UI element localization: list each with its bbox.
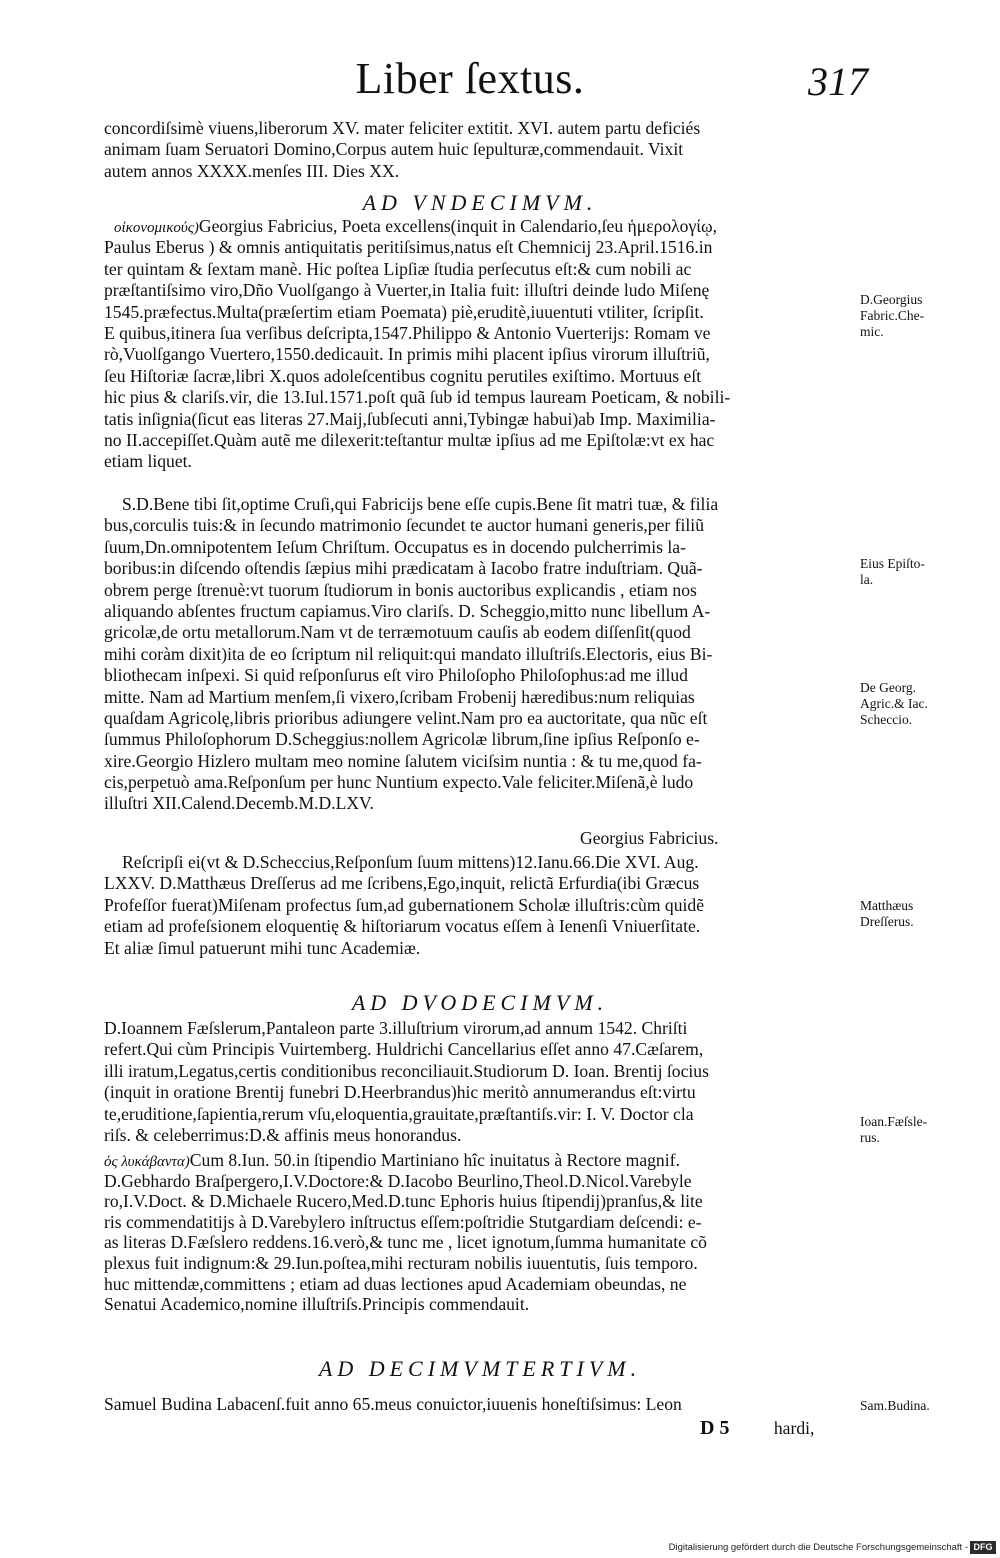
- text-line: Paulus Eberus ) & omnis antiquitatis peritiſsimus,natus eſt Chemnicij 23.April.1516.in: [104, 237, 713, 258]
- text-line: Senatui Academico,nomine illuſtriſs.Principis commendauit.: [104, 1294, 530, 1315]
- dfg-logo: DFG: [970, 1541, 996, 1554]
- text-line: Samuel Budina Labacenſ.fuit anno 65.meus conuictor,iuuenis honeſtiſsimus: Leon: [104, 1394, 682, 1414]
- margin-note-line: Ioan.Fæſsle-: [860, 1114, 928, 1129]
- text-line: ter quintam & ſextam manè. Hic poſtea Lipſiæ ſtudia perſecutus eſt:& cum nobili ac: [104, 258, 692, 279]
- catchword: hardi,: [773, 1418, 815, 1438]
- greek-keyword: οἰκονομικούς): [114, 220, 199, 236]
- text-line-part: Cum 8.Iun. 50.in ſtipendio Martiniano hîc inuitatus à Rectore magnif.: [189, 1150, 680, 1170]
- section-heading-duodecimum: AD DVODECIMVM.: [351, 990, 609, 1015]
- text-line: aliquando abſentes fructum capiamus.Viro clariſs. D. Scheggio,mitto nunc libellum A-: [104, 600, 711, 621]
- margin-note-line: Fabric.Che-: [860, 308, 925, 323]
- text-line: etiam ad profeſsionem eloquentię & hiſtoriarum vocatus eſſem à Ienenſi Vniuerſitate.: [104, 916, 701, 937]
- section-heading-decimumtertium: AD DECIMVMTERTIVM.: [318, 1356, 642, 1381]
- text-line: ro,I.V.Doct. & D.Michaele Rucero,Med.D.tunc Ephoris huius ſtipendij)pranſus,& lite: [104, 1191, 703, 1212]
- text-line: D.Ioannem Fæſslerum,Pantaleon parte 3.illuſtrium virorum,ad annum 1542. Chriſti: [104, 1018, 688, 1038]
- margin-note-line: Eius Epiſto-: [860, 556, 925, 571]
- text-line: boribus:in diſcendo oſtendis ſæpius mihi prædicatam à Iacobo fratre induſtriam. Quã-: [104, 558, 703, 579]
- rescript-paragraph: [104, 852, 856, 959]
- text-line: illi iratum,Legatus,certis conditionibus reconciliauit.Studiorum D. Ioan. Brentij ſocius: [104, 1060, 709, 1081]
- text-line: concordiſsimè viuens,liberorum XV. mater feliciter extitit. XVI. autem partu deficiés: [104, 118, 701, 138]
- text-line: cis,perpetuò ama.Reſponſum per hunc Nuntium expecto.Vale feliciter.Miſenã,è ludo: [104, 772, 694, 793]
- text-line: quaſdam Agricolę,libris prioribus adiungere velint.Nam pro ea auctoritate, qua nũc eſt: [104, 707, 708, 728]
- text-line: gricolæ,de ortu metallorum.Nam vt de terræmotuum cauſis ab eodem diſſenſit(quod: [104, 622, 691, 643]
- letter-signature: Georgius Fabricius.: [580, 828, 719, 848]
- margin-note-budina: [860, 1398, 980, 1414]
- text-line: obrem perge ſtrenuè:vt tuorum ſtudiorum in bonis auctoribus explicandis , etiam nos: [104, 579, 697, 600]
- text-line: etiam liquet.: [104, 451, 192, 472]
- letter-paragraph: [104, 494, 856, 815]
- intro-paragraph: [104, 118, 856, 182]
- text-line: hic pius & clariſs.vir, die 13.Iul.1571.poſt quã ſub id tempus lauream Poeticam, & nobili-: [104, 387, 731, 408]
- text-line: rò,Vuolſgango Vuertero,1550.dedicauit. In primis mihi placent ipſius virorum illuſtriũ,: [104, 344, 710, 365]
- section-heading-undecimum: AD VNDECIMVM.: [362, 190, 598, 215]
- text-line: animam ſuam Seruatori Domino,Corpus autem huic ſepulturæ,commendauit. Vixit: [104, 139, 684, 160]
- text-line: plexus fuit indignum:& 29.Iun.poſtea,mihi recturam nobilis iuuentutis, ſuis temporo.: [104, 1252, 698, 1273]
- section-duodecimum-continuation: [104, 1150, 856, 1315]
- margin-note-dresserus: [860, 898, 980, 930]
- text-line: Reſcripſi ei(vt & D.Scheccius,Reſponſum ſuum mittens)12.Ianu.66.Die XVI. Aug.: [122, 852, 699, 872]
- margin-note-line: Matthæus: [860, 898, 914, 913]
- text-line: illuſtri XII.Calend.Decemb.M.D.LXV.: [104, 793, 374, 814]
- margin-note-line: rus.: [860, 1130, 880, 1145]
- text-line: no II.accepiſſet.Quàm autẽ me dilexerit:teſtantur multæ ipſius ad me Epiſtolæ:vt ex hac: [104, 429, 715, 450]
- text-line: præſtantiſsimo viro,Dño Vuolſgango à Vuerter,in Italia fuit: illuſtri deinde ludo Miſenę: [104, 280, 710, 301]
- text-line: 1545.præfectus.Multa(præſertim etiam Poemata) piè,eruditè,iuuentuti vtiliter, ſcripſit.: [104, 301, 704, 322]
- margin-note-line: Agric.& Iac.: [860, 696, 928, 711]
- text-line: mihi coràm dixit)ita de eo ſcriptum nil reliquit:qui mandato illuſtriſs.Electoris, eius Bi-: [104, 643, 713, 664]
- margin-note-line: mic.: [860, 324, 884, 339]
- text-line: bliothecam inſpexi. Si quid reſponſurus eſt viro Philoſopho Philoſophus:ad me illud: [104, 665, 688, 686]
- text-line: huc mittendæ,committens ; etiam ad duas lectiones apud Academiam obeundas, ne: [104, 1273, 687, 1294]
- text-line: Et aliæ ſimul patuerunt mihi tunc Academiæ.: [104, 937, 421, 958]
- running-title: Liber ſextus.: [355, 54, 585, 103]
- text-line: xire.Georgio Hizlero multam meo nomine ſalutem viciſsim nuntia : & tu me,quod fa-: [104, 750, 702, 771]
- text-line: Profeſſor fuerat)Miſenam profectus ſum,ad gubernationem Scholæ illuſtris:cùm quidẽ: [104, 894, 705, 915]
- margin-note-fabricius: [860, 292, 980, 340]
- margin-note-epistola: [860, 556, 980, 588]
- text-line: [104, 1150, 856, 1171]
- greek-keyword: ὁς λυκάβαντα): [104, 1154, 190, 1170]
- margin-note-line: Sam.Budina.: [860, 1398, 930, 1413]
- text-line: ſummus Philoſophorum D.Scheggius:nollem Agricolæ librum,ſine ipſius Reſponſo e-: [104, 729, 700, 750]
- text-line: mitte. Nam ad Martium menſem,ſi vixero,ſcribam Frobenij hæredibus:num reliquias: [104, 686, 695, 707]
- text-line: [104, 216, 856, 237]
- margin-note-line: Scheccio.: [860, 712, 913, 727]
- catchword-line: [700, 1418, 870, 1439]
- margin-note-agricola: [860, 680, 980, 728]
- text-line: tatis inſignia(ſicut eas literas 27.Maij,ſubſecuti anni,Tybingæ habui)ab Imp. Maximilia-: [104, 408, 716, 429]
- text-line: refert.Qui cùm Principis Vuirtemberg. Huldrichi Cancellarius eſſet anno 47.Cæſarem,: [104, 1039, 704, 1060]
- text-line: E quibus,itinera ſua verſibus deſcripta,1547.Philippo & Antonio Vuerterijs: Romam ve: [104, 322, 711, 343]
- section-decimumtertium-paragraph: [104, 1394, 856, 1415]
- text-line: as literas D.Fæſslero reddens.16.verò,& tunc me , licet ignotum,ſumma humanitate cõ: [104, 1232, 707, 1253]
- text-line: bus,corculis tuis:& in ſecundo matrimonio ſecundet te auctor humani generis,per filiũ: [104, 515, 704, 536]
- text-line: LXXV. D.Matthæus Dreſſerus ad me ſcribens,Ego,inquit, relictã Erfurdia(ibi Græcus: [104, 873, 700, 894]
- text-line: ſeu Hiſtoriæ ſacræ,libri X.quos adoleſcentibus cognitu perutiles exiſtimo. Mortuus eſt: [104, 365, 702, 386]
- text-line: D.Gebhardo Braſpergero,I.V.Doctore:& D.Iacobo Beurlino,Theol.D.Nicol.Varebyle: [104, 1170, 692, 1191]
- signature-mark: D 5: [700, 1417, 730, 1439]
- margin-note-faesslerus: [860, 1114, 980, 1146]
- margin-note-line: la.: [860, 572, 874, 587]
- section-duodecimum-paragraph: [104, 1018, 856, 1146]
- text-line: S.D.Bene tibi ſit,optime Cruſi,qui Fabricijs bene eſſe cupis.Bene ſit matri tuæ, & filia: [122, 494, 719, 514]
- text-line: autem annos XXXX.menſes III. Dies XX.: [104, 160, 400, 181]
- text-line: te,eruditione,ſapientia,rerum vſu,eloquentia,grauitate,præſtantiſs.vir: I. V. Doctor cla: [104, 1103, 694, 1124]
- text-line: ris commendatitijs à D.Varebylero inſtructus eſſem:poſtridie Stutgardiam deſcendi: e-: [104, 1211, 702, 1232]
- margin-note-line: Dreſſerus.: [860, 914, 914, 929]
- margin-note-line: De Georg.: [860, 680, 916, 695]
- text-line: ſuum,Dn.omnipotentem Ieſum Chriſtum. Occupatus es in docendo pulcherrimis la-: [104, 536, 686, 557]
- text-line: riſs. & celeberrimus:D.& affinis meus honorandus.: [104, 1124, 462, 1145]
- section-undecimum-paragraph: [104, 216, 856, 473]
- margin-note-line: D.Georgius: [860, 292, 923, 307]
- text-line: (inquit in oratione Brentij funebri D.Heerbrandus)hic meritò annumerandus eſt:virtu: [104, 1082, 696, 1103]
- page-number: 317: [808, 59, 868, 104]
- text-line-part: Georgius Fabricius, Poeta excellens(inquit in Calendario,ſeu ἡμερολογίῳ,: [198, 216, 717, 236]
- digitization-credit: Digitalisierung gefördert durch die Deutsche Forschungsgemeinschaft -: [668, 1542, 968, 1553]
